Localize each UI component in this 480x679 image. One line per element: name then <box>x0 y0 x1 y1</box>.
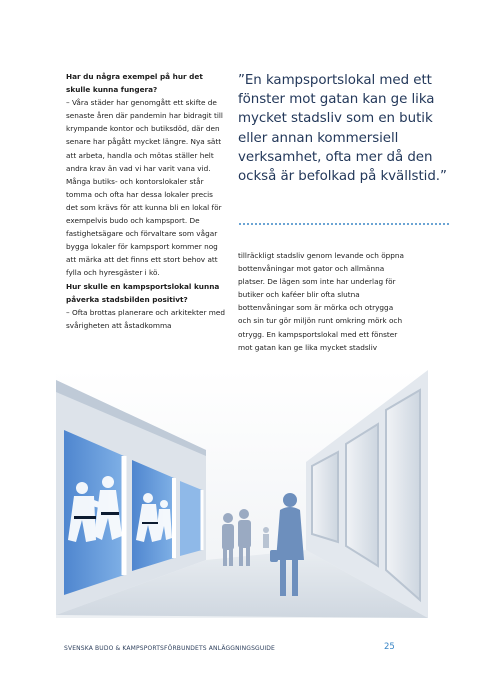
question-1: Har du några exempel på hur det skulle kunna fungera? <box>66 72 203 95</box>
pull-quote: ”En kampsportslokal med ett fönster mot gatan kan ge lika mycket stadsliv som en butik eller annan kommersiell verksamhet, ofta mer då den också är befolkad på kvällstid.” <box>238 73 447 185</box>
shop-window-3 <box>312 452 338 542</box>
footer-label: SVENSKA BUDO & KAMPSPORTSFÖRBUNDETS ANLÄGGNINGSGUIDE <box>64 645 275 652</box>
shop-window-1 <box>386 390 420 600</box>
dotted-divider <box>238 223 450 225</box>
right-column-text: tillräckligt stadsliv genom levande och öppna bottenvåningar mot gator och allmänna platser. De lägen som inte har underlag för butiker och kaféer blir ofta slutna bottenvåningar som är mörka och otrygga och sin tur gör miljön runt omkring mörk och otrygg. En kampsportslokal med ett fönster mot gatan kan ge lika mycket stadsliv <box>238 251 405 352</box>
left-column <box>66 70 226 332</box>
page-number: 25 <box>384 642 395 652</box>
street-illustration <box>56 370 428 618</box>
answer-2: – Ofta brottas planerare och arkitekter med svårigheten att åstadkomma <box>66 307 226 330</box>
answer-1: – Våra städer har genomgått ett skifte de senaste åren där pandemin har bidragit till krympande kontor och butiksdöd, där den senare har pågått mycket längre. Nya sätt att arbeta, handla och mötas ställer helt andra krav än vad vi har varit vana vid. Många butiks- och kontorslokaler står tomma och ofta har dessa lokaler precis det som krävs för att kunna bli en lokal för exempelvis budo och kampsport. De fastighetsägare och förvaltare som vågar bygga lokaler för kampsport kommer nog att märka att det finns ett stort behov att fylla och hyresgäster i kö. <box>66 98 223 278</box>
question-2: Hur skulle en kampsportslokal kunna påverka stadsbilden positivt? <box>66 281 220 304</box>
right-column <box>238 249 408 354</box>
dojo-window-3 <box>180 481 202 556</box>
shop-window-2 <box>346 424 378 566</box>
